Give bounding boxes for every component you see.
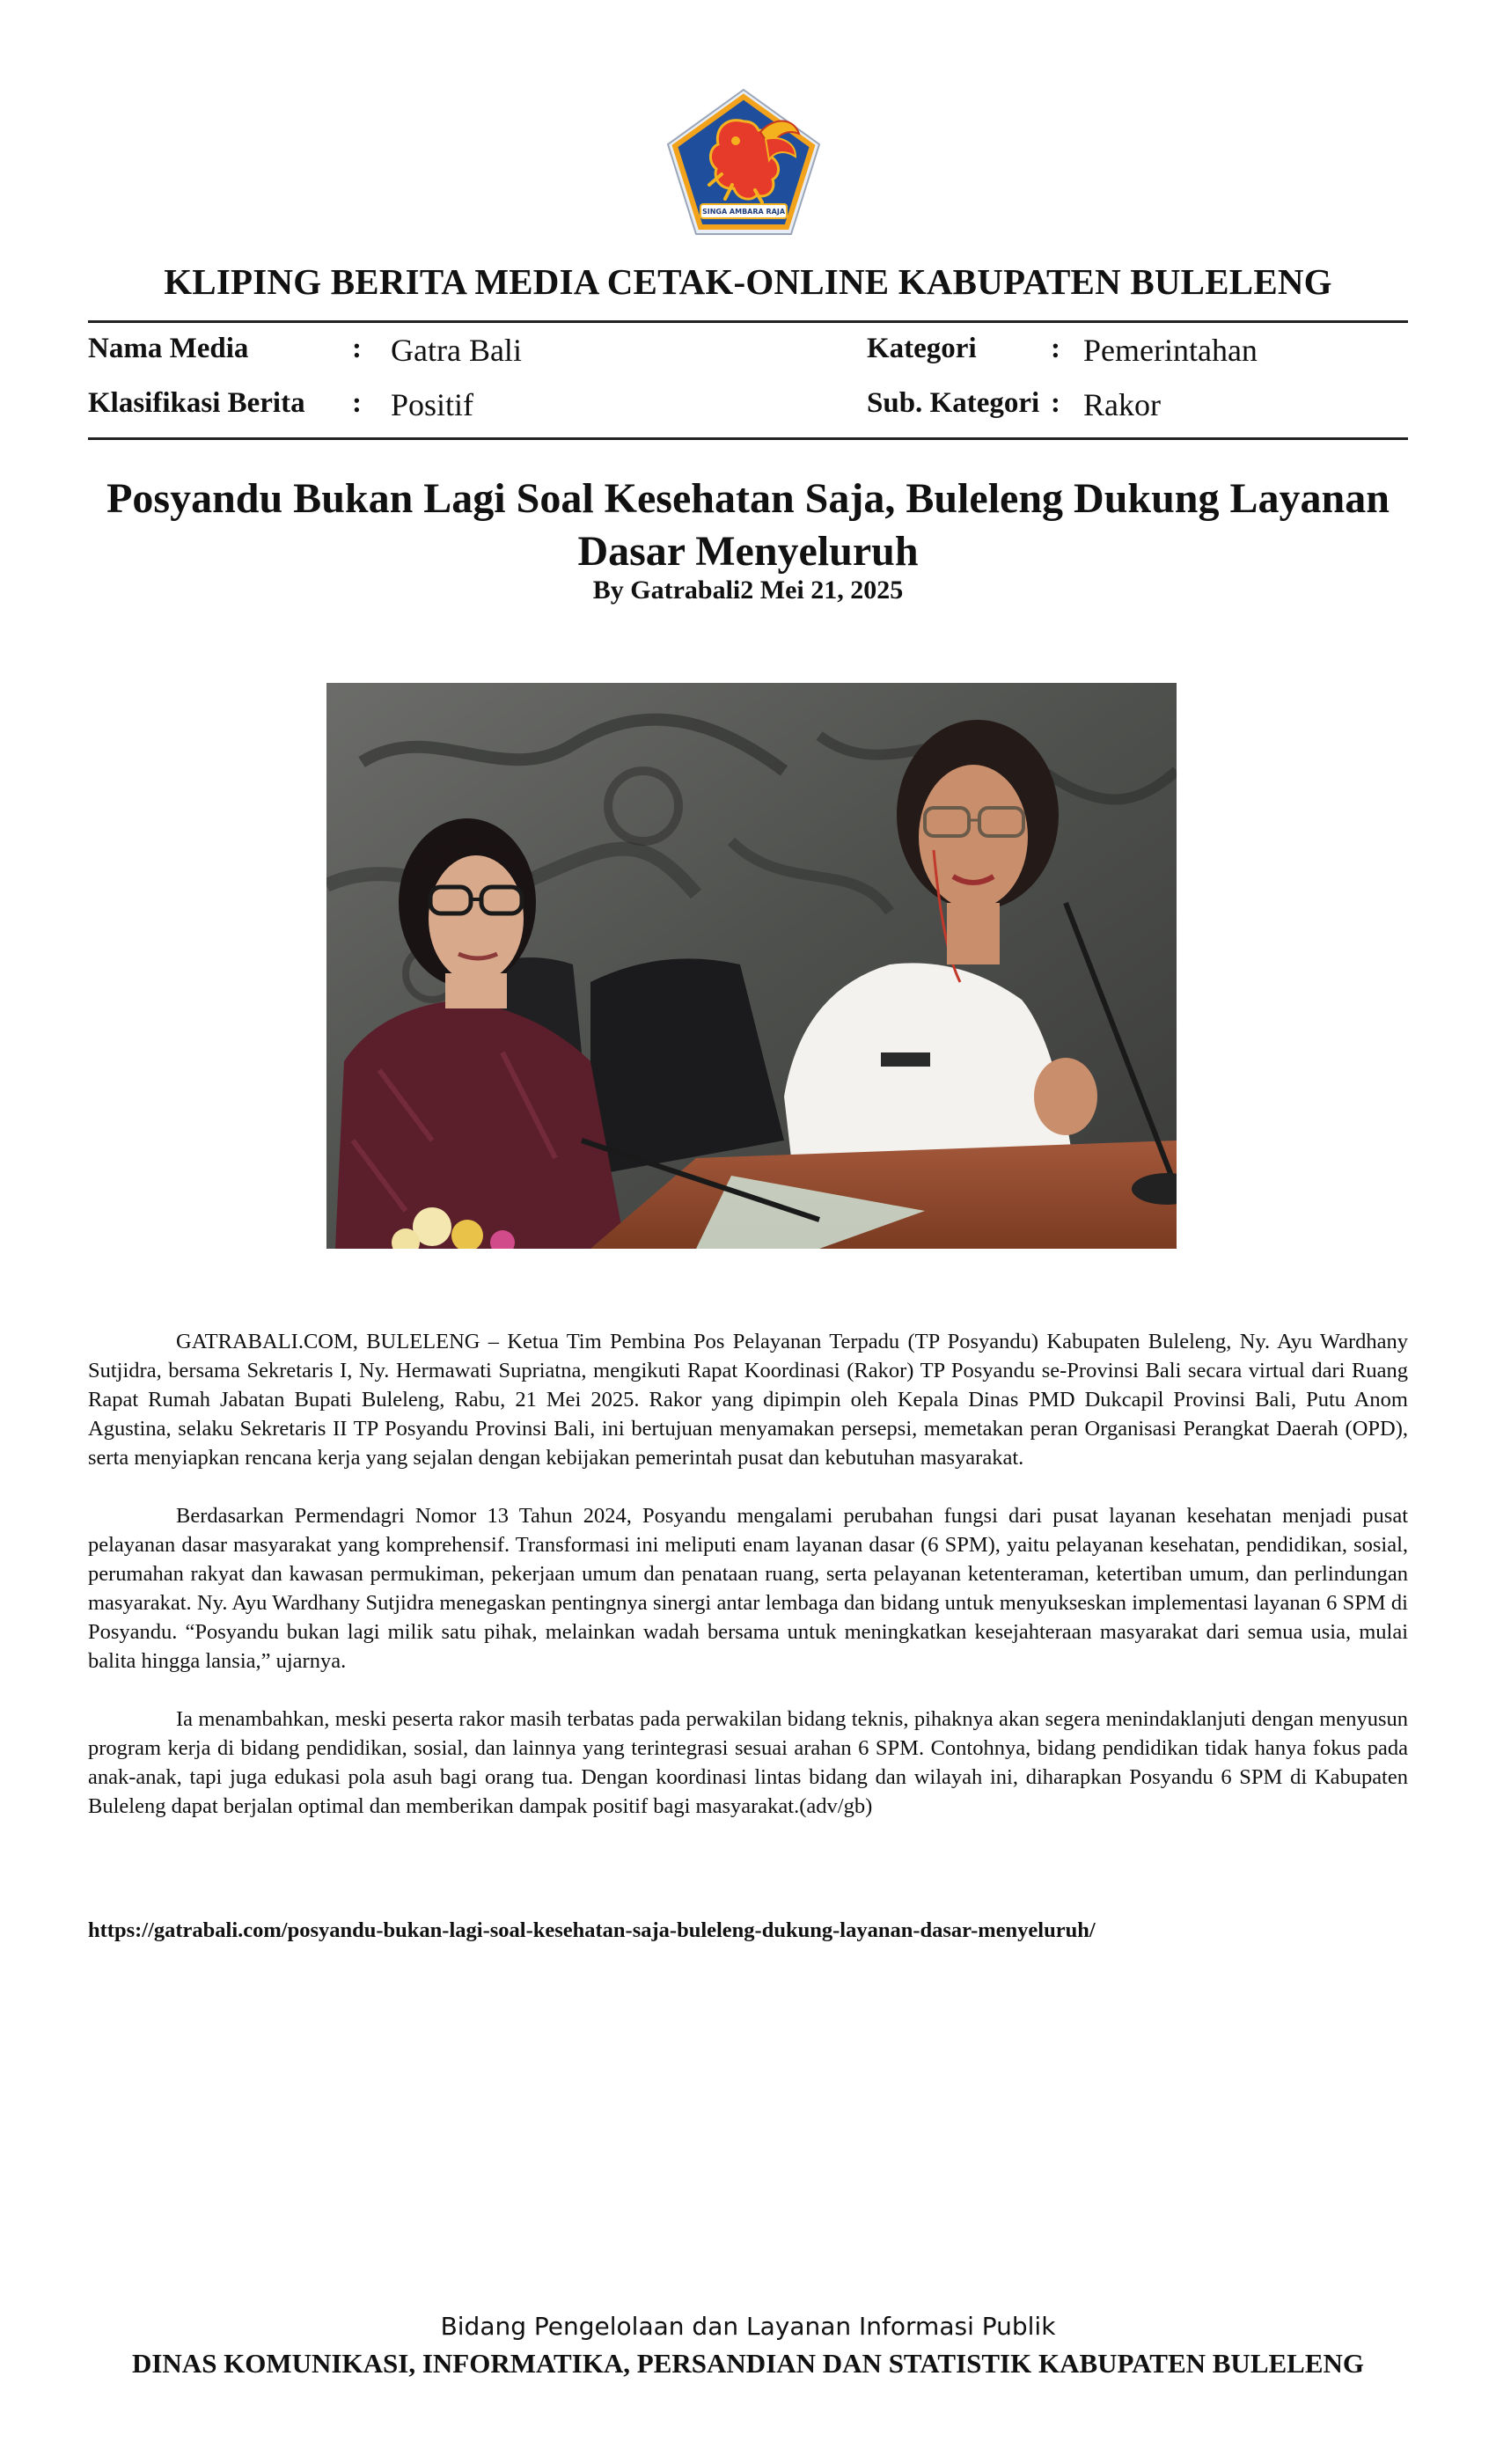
sub-kategori-separator: : [1051, 387, 1060, 419]
sub-kategori-label: Sub. Kategori [867, 387, 1040, 419]
kategori-label: Kategori [867, 333, 977, 364]
article-headline: Posyandu Bukan Lagi Soal Kesehatan Saja, Buleleng Dukung Layanan Dasar Menyeluruh [106, 475, 1390, 575]
header-divider-top [88, 320, 1408, 323]
article-paragraph-1: GATRABALI.COM, BULELENG – Ketua Tim Pembina Pos Pelayanan Terpadu (TP Posyandu) Kabupaten Buleleng, Ny. Ayu Wardhany Sutjidra, bersama Sekretaris I, Ny. Hermawati Supriatna, mengikuti Rapat Koordinasi (Rakor) TP Posyandu se-Provinsi Bali secara virtual dari Ruang Rapat Rumah Jabatan Bupati Buleleng, Rabu, 21 Mei 2025. Rakor yang dipimpin oleh Kepala Dinas PMD Dukcapil Provinsi Bali, Putu Anom Agustina, selaku Sekretaris II TP Posyandu Provinsi Bali, ini bertujuan menyamakan persepsi, memetakan peran Organisasi Perangkat Daerah (OPD), serta menyiapkan rencana kerja yang sejalan dengan kebijakan pemerintah pusat dan kebutuhan masyarakat. [88, 1330, 1408, 1470]
footer-agency: DINAS KOMUNIKASI, INFORMATIKA, PERSANDIAN DAN STATISTIK KABUPATEN BULELENG [131, 2348, 1365, 2379]
klasifikasi-berita-value: Positif [391, 387, 474, 422]
header-divider-bottom [88, 437, 1408, 440]
article-paragraph-2: Berdasarkan Permendagri Nomor 13 Tahun 2024, Posyandu mengalami perubahan fungsi dari pusat layanan kesehatan menjadi pusat pelayanan dasar masyarakat yang komprehensif. Transformasi ini meliputi enam layanan dasar (6 SPM), yaitu pelayanan kesehatan, pendidikan, sosial, perumahan rakyat dan kawasan permukiman, pekerjaan umum dan penataan ruang, serta pelayanan ketenteraman, ketertiban umum, dan perlindungan masyarakat. Ny. Ayu Wardhany Sutjidra menegaskan pentingnya sinergi antar lembaga dan bidang untuk menyukseskan implementasi layanan 6 SPM di Posyandu. “Posyandu bukan lagi milik satu pihak, melainkan wadah bersama untuk meningkatkan kesejahteraan masyarakat dari semua usia, mulai balita hingga lansia,” ujarnya. [88, 1504, 1408, 1673]
sub-kategori-value: Rakor [1083, 387, 1161, 422]
article-byline: By Gatrabali2 Mei 21, 2025 [592, 576, 904, 605]
footer-unit: Bidang Pengelolaan dan Layanan Informasi Publik [440, 2312, 1056, 2341]
klasifikasi-berita-separator: : [352, 387, 362, 419]
klasifikasi-berita-label: Klasifikasi Berita [88, 387, 305, 419]
kategori-value: Pemerintahan [1083, 333, 1258, 368]
nama-media-separator: : [352, 333, 362, 364]
kliping-title: KLIPING BERITA MEDIA CETAK-ONLINE KABUPATEN BULELENG [164, 261, 1332, 302]
buleleng-crest-logo [664, 86, 824, 238]
article-body [88, 1327, 1408, 1850]
crest-motto: SINGA AMBARA RAJA [701, 208, 786, 216]
nama-media-value: Gatra Bali [391, 333, 522, 368]
kategori-separator: : [1051, 333, 1060, 364]
source-url-link[interactable]: https://gatrabali.com/posyandu-bukan-lagi-soal-kesehatan-saja-buleleng-dukung-layanan-dasar-menyeluruh/ [88, 1918, 1096, 1942]
article-photo [326, 683, 1177, 1249]
nama-media-label: Nama Media [88, 333, 249, 364]
article-paragraph-3: Ia menambahkan, meski peserta rakor masih terbatas pada perwakilan bidang teknis, pihaknya akan segera menindaklanjuti dengan menyusun program kerja di bidang pendidikan, sosial, dan lainnya yang terintegrasi sesuai arahan 6 SPM. Contohnya, bidang pendidikan tidak hanya fokus pada anak-anak, tapi juga edukasi pola asuh bagi orang tua. Dengan koordinasi lintas bidang dan wilayah ini, diharapkan Posyandu 6 SPM di Kabupaten Buleleng dapat berjalan optimal dan memberikan dampak positif bagi masyarakat.(adv/gb) [88, 1707, 1408, 1818]
